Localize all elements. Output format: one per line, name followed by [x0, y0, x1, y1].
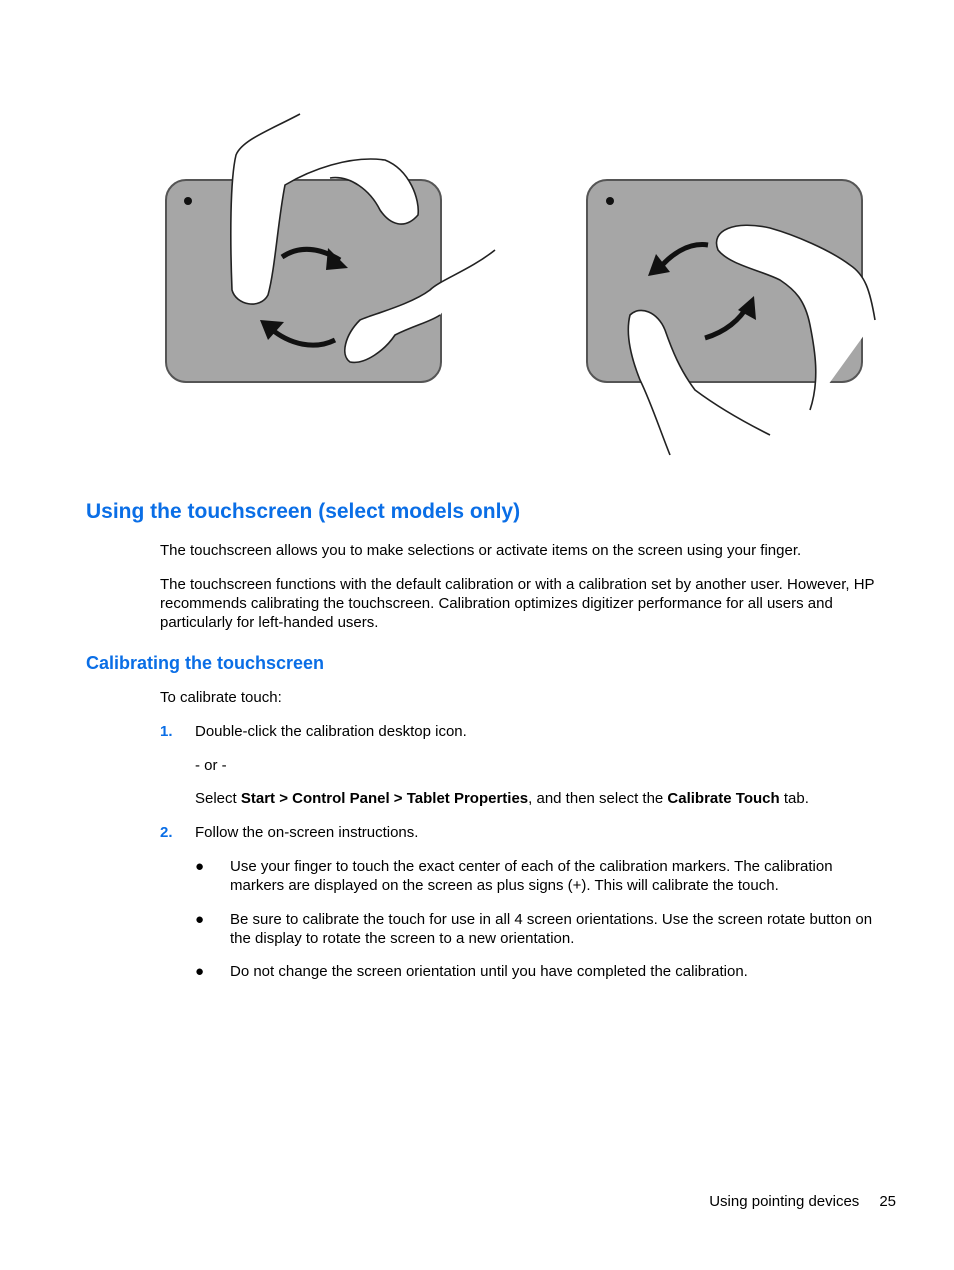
calibrate-lead: To calibrate touch:	[160, 689, 282, 706]
bullet-item: Do not change the screen orientation until you have completed the calibration.	[230, 963, 748, 980]
rotate-counterclockwise-illustration	[570, 100, 890, 470]
step-number: 2.	[160, 824, 173, 841]
subsection-title: Calibrating the touchscreen	[86, 653, 325, 673]
calibration-paragraph: The touchscreen functions with the default calibration or with a calibration set by another user. However, HP recommends calibrating the touchscreen. Calibration optimizes digitizer performance for all users and particularly for left-handed users.	[160, 576, 875, 631]
step-number: 1.	[160, 723, 173, 740]
section-title: Using the touchscreen (select models only)	[86, 500, 521, 523]
rotate-gesture-figure	[150, 100, 890, 470]
page-number: 25	[879, 1193, 896, 1210]
touchpad-indicator-dot	[606, 197, 614, 205]
bullet-icon: ●	[195, 858, 205, 875]
rotate-clockwise-illustration	[150, 100, 510, 470]
bullet-item: Use your finger to touch the exact center of each of the calibration markers. The calibration markers are displayed on the screen as plus signs (+). This will calibrate the touch.	[230, 858, 833, 894]
step-text: Follow the on-screen instructions.	[195, 824, 419, 841]
or-separator: - or -	[195, 757, 227, 774]
bullet-item: Be sure to calibrate the touch for use in all 4 screen orientations. Use the screen rotate button on the display to rotate the screen to a new orientation.	[230, 911, 873, 947]
menu-path: Start > Control Panel > Tablet Properties	[240, 790, 529, 807]
select-instruction: Select Start > Control Panel > Tablet Properties, and then select the Calibrate Touch tab.	[195, 790, 809, 807]
footer-chapter: Using pointing devices	[709, 1193, 860, 1210]
tab-name: Calibrate Touch	[667, 790, 780, 807]
bullet-icon: ●	[195, 963, 205, 980]
bullet-icon: ●	[195, 911, 205, 928]
page-footer	[709, 1192, 896, 1211]
touchpad-indicator-dot	[184, 197, 192, 205]
intro-paragraph: The touchscreen allows you to make selections or activate items on the screen using your finger.	[160, 542, 802, 559]
step-text: Double-click the calibration desktop icon.	[195, 723, 467, 740]
